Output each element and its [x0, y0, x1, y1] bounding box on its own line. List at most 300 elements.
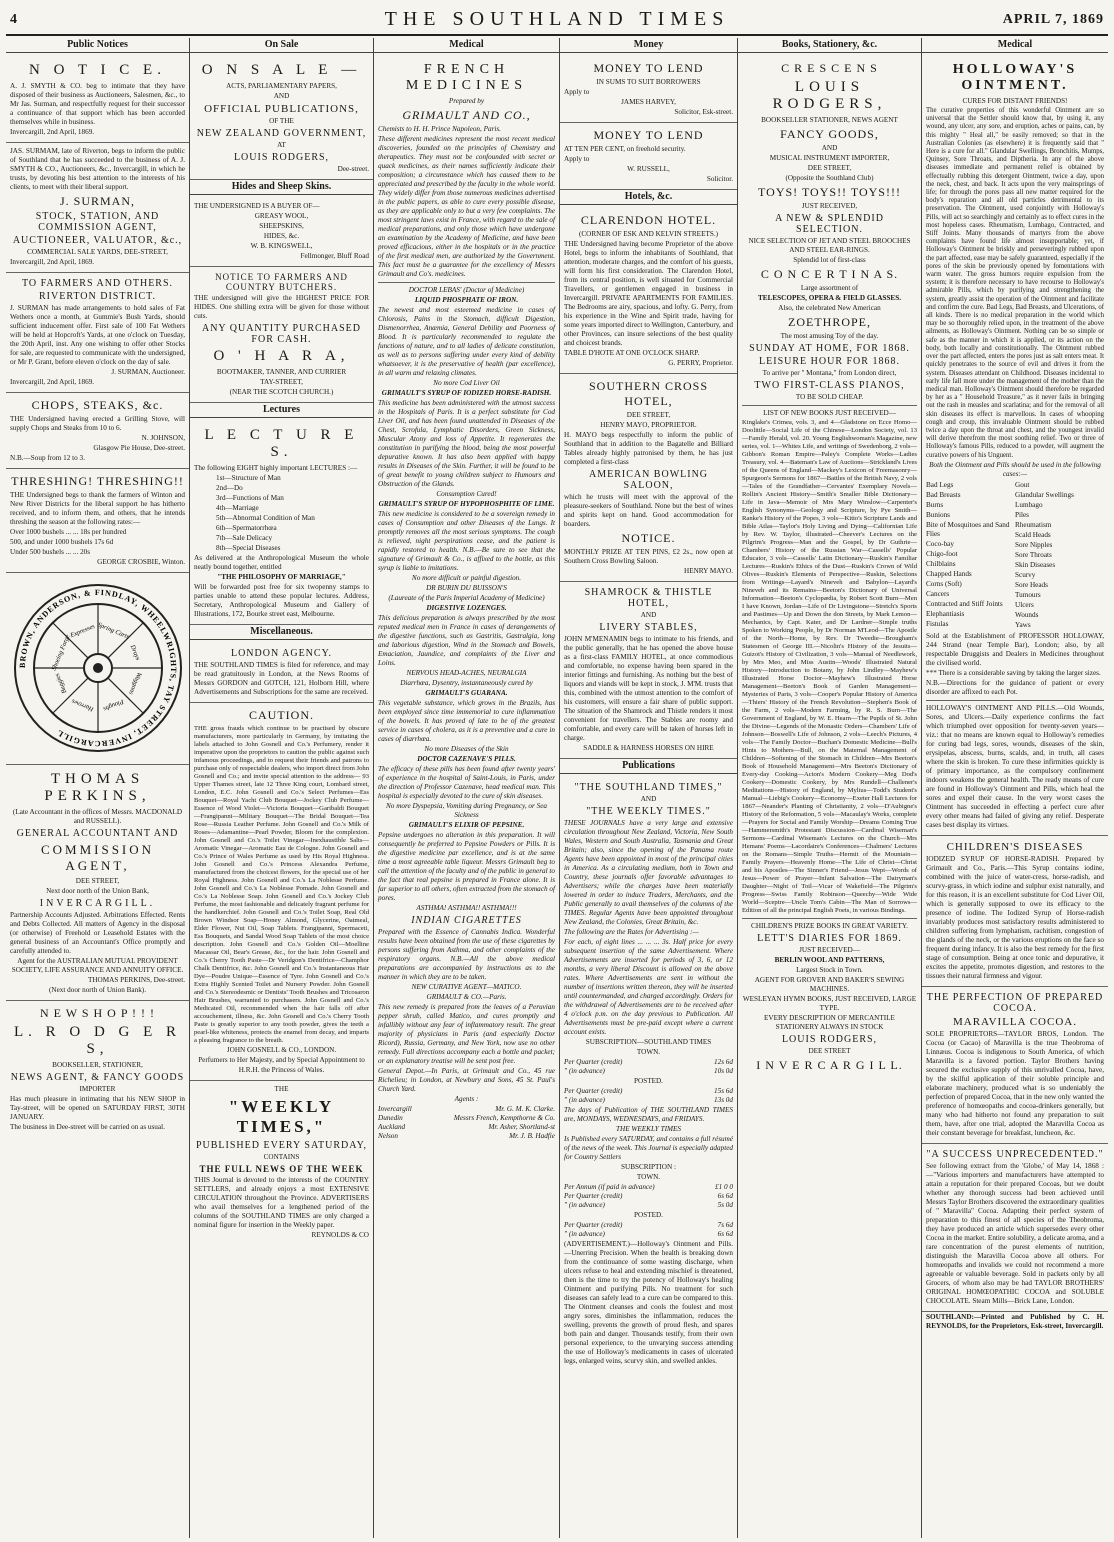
money-body: AT TEN PER CENT, on freehold security. — [564, 145, 686, 153]
berlin-pre: JUST RECEIVED— — [799, 946, 860, 954]
depot-text: General Depot.—In Paris, at Grimault and Co., 45 rue Richelieu; in London, at Newbury and Sons, 45 St. Paul's Church Yard. — [378, 1067, 555, 1093]
row-value: £1 0 0 — [715, 1183, 733, 1191]
ohara-trade: BOOTMAKER, TANNER, AND CURRIER — [216, 368, 347, 376]
london-title: LONDON AGENCY. — [230, 648, 333, 659]
agents-title: Agents : — [454, 1095, 479, 1103]
rodgers-sig-street: DEE STREET — [808, 1047, 851, 1055]
arrive-montana: To arrive per " Montana," from London direct, — [762, 369, 897, 377]
divider — [742, 918, 917, 919]
row-label: Per Annum (if paid in advance) — [564, 1183, 655, 1191]
times-publications-ad — [560, 777, 737, 1371]
holloway-title: HOLLOWAY'S OINTMENT. — [952, 62, 1078, 93]
case-item: Piles — [1015, 510, 1029, 519]
row-value: Messrs French, Kempthorne & Co. — [453, 1114, 555, 1122]
case-item: Bad Breasts — [926, 490, 961, 499]
butchers-body: THE undersigned will give the HIGHEST PRICE FOR HIDES. One shilling extra will be given for those without cuts. — [194, 294, 369, 320]
row-label: " (in advance) — [564, 1067, 605, 1075]
cases-list — [926, 480, 1104, 631]
notice-sig: HENRY MAYO. — [684, 567, 733, 575]
money-apply: Apply to — [564, 155, 590, 163]
butchers-title: NOTICE TO FARMERS AND COUNTRY BUTCHERS. — [215, 272, 348, 292]
caution-sig2: Perfumers to Her Majesty, and by Special Appointment to — [198, 1056, 365, 1064]
perkins-trade2: COMMISSION AGENT, — [40, 842, 155, 873]
row-value: 13s 0d — [714, 1096, 733, 1104]
table-row — [564, 1096, 733, 1105]
weekly-body: THIS Journal is devoted to the interests of the COUNTRY SETTLERS, and already enjoys a most EXTENSIVE CIRCULATION throughout the Province. ADVERTISERS who avail themselves for a lengthened period of the columns of the SOUTHLAND TIMES are only charged a nominal figure for insertion in the Weekly paper. — [194, 1176, 369, 1229]
toys: TOYS! TOYS!! TOYS!!! — [758, 185, 901, 199]
pills-body: The efficacy of these pills has been found after twenty years' of experience in the hospital of Saint-Louis, in Paris, under the direction of Professor Cazenave, head medical man. This hospital is especially devoted to the cure of skin diseases. — [378, 765, 555, 800]
southern-cross-title: SOUTHERN CROSS HOTEL, — [588, 379, 709, 408]
rodgers-trade2: NEWS AGENT, & FANCY GOODS — [10, 1072, 185, 1083]
just-received: JUST RECEIVED, — [801, 202, 858, 210]
lecture-item: 3rd—Functions of Man — [216, 494, 284, 502]
sunday-at-home: SUNDAY AT HOME, FOR 1868. — [749, 343, 910, 354]
threshing-rate: Over 1000 bushels ... ... 18s per hundred — [10, 528, 127, 536]
case-item: Cancers — [926, 589, 950, 598]
berlin-wool: BERLIN WOOL AND PATTERNS, — [774, 956, 885, 964]
clarendon-sig: G. PERRY, Proprietor. — [668, 359, 733, 367]
table-row — [564, 1201, 733, 1210]
shamrock-sub: LIVERY STABLES, — [599, 622, 698, 633]
wheel-spoke-label: Drays — [128, 644, 141, 662]
fancy-goods: FANCY GOODS, — [780, 127, 879, 141]
on-sale-and: AND — [273, 92, 290, 100]
prize-books: CHILDREN'S PRIZE BOOKS IN GREAT VARIETY. — [751, 922, 908, 930]
divider — [742, 405, 917, 406]
weekly-sub: PUBLISHED EVERY SATURDAY, — [195, 1140, 368, 1151]
burin-title: DR BURIN DU BUISSON'S — [426, 584, 507, 592]
lebas-sub: LIQUID PHOSPHATE OF IRON. — [414, 296, 519, 304]
digest-title: No more difficult or painful digestion. — [411, 574, 522, 582]
perkins-ad — [6, 765, 189, 1001]
threshing-ad — [6, 469, 189, 573]
hides-body: THE UNDERSIGNED IS A BUYER OF— — [194, 202, 320, 210]
column-heading: On Sale — [190, 38, 373, 53]
rodgers-trade: BOOKSELLER STATIONER, NEWS AGENT — [761, 116, 898, 124]
notice-body: MONTHLY PRIZE AT TEN PINS, £2 2s., now open at Southern Cross Bowling Saloon. — [564, 548, 733, 565]
masthead — [6, 4, 1108, 36]
case-item: Bunions — [926, 510, 950, 519]
maker: GRIMAULT AND CO., — [402, 108, 531, 122]
weekly-times-ad — [190, 1081, 373, 1245]
wheel-spoke-label: Shoeing Forge — [49, 633, 72, 672]
wheel-spoke-label: Spring Carts — [96, 621, 130, 641]
chops-address: Glasgow Pie House, Dee-street. — [93, 444, 185, 452]
ohara-street: TAY-STREET, — [260, 378, 303, 386]
case-item: Sore Heads — [1015, 580, 1048, 589]
case-item: Burns — [926, 500, 944, 509]
sold-at: Sold at the Establishment of PROFESSOR HOLLOWAY, 244 Strand (near Temple Bar), London; also, by all respectable Druggists and Dealers in Medicines throughout the civilised world. — [926, 631, 1104, 667]
nervous-sub: Diarrhœa, Dysentry, instantaneously cured by — [400, 679, 533, 687]
cocoa-body: SOLE PROPRIETORS—TAYLOR BROS, London. The Cocoa (or Cacao) of Maravilla is the true Theobroma of Linnæus. Cocoa is indigenous to South America, of which Maravilla is a favored portion. Taylor Brothers having secured the exclusive supply of this unrivalled Cocoa, have, by the skilful application of their soluble principle and elaborate machinery, produced what is so undeniably the perfection of prepared Cocoa, that in the new only wanted the preference of homœopaths and cocoa-drinkers generally, but many who had hitherto not found any preparation to suit them, have, after one trial, adopted the Maravilla Cocoa as their constant beverage for breakfast, luncheon, &c. — [926, 1029, 1104, 1137]
shamrock-ad — [560, 582, 737, 759]
table-row — [378, 1105, 555, 1114]
southern-cross-ad — [560, 374, 737, 582]
row-label: Per Quarter (credit) — [564, 1221, 623, 1229]
cases-left — [926, 480, 1015, 631]
riverton-ad — [6, 273, 189, 393]
butchers-ad — [190, 267, 373, 403]
publication-days: The days of Publication of THE SOUTHLAND TIMES are, MONDAYS, WEDNESDAYS, and FRIDAYS. — [564, 1106, 733, 1123]
lecture-item: 1st—Structure of Man — [216, 474, 281, 482]
column-books — [738, 38, 922, 1538]
rodgers-title: L. R O D G E R S, — [13, 1024, 182, 1057]
section-heading: Lectures — [190, 403, 373, 418]
ohara-title: O ' H A R A, — [213, 348, 350, 364]
weekly-the: THE — [274, 1085, 289, 1093]
wheel-spoke-label: Waggons — [126, 671, 143, 696]
table-row — [564, 1221, 733, 1230]
farmers-title: TO FARMERS AND OTHERS. — [21, 278, 174, 289]
pills-title: DOCTOR CAZENAVE'S PILLS. — [417, 755, 516, 763]
case-item: Yaws — [1015, 620, 1031, 629]
weekly-times-title: THE WEEKLY TIMES — [616, 1125, 681, 1133]
weekly-posted: POSTED. — [634, 1211, 663, 1219]
dyspepsia-title: No more Dyspepsia, Vomiting during Pregnancy, or Sea Sickness — [386, 802, 547, 819]
success-title: "A SUCCESS UNPRECEDENTED." — [926, 1148, 1104, 1160]
row-label: Per Quarter (credit) — [564, 1058, 623, 1066]
perkins-sig: THOMAS PERKINS, Dee-street. — [87, 976, 185, 984]
chops-body: THE Undersigned having erected a Grilling Stove, will supply Chops and Steaks from 10 to 6. — [10, 415, 185, 432]
case-item: Sore Nipples — [1015, 540, 1053, 549]
lebas-body: The newest and most esteemed medicine in cases of Chlorosis, Pains in the Stomach, difficult Digestion, Dismenorrhea, Anæmia, General Debility and Poorness of Blood. It is particularly recommended to regulate the functions of nature, and to all ladies of delicate constitution, as well as to persons suffering under every kind of debility whatsoever, it is the preservative of health (par excellence), in all warm and relaxing climates. — [378, 306, 555, 377]
mercantile-stationery: EVERY DESCRIPTION OF MERCANTILE STATIONERY ALWAYS IN STOCK — [764, 1014, 895, 1031]
row-value: Mr. J. B. Hadfie — [509, 1132, 555, 1140]
notice-title: N O T I C E. — [29, 62, 166, 78]
pepsine-body: Pepsine undergoes no alteration in this preparation. It will consequently be preferred to Pepsine Powders or Pills. It is the digestive medicine par excellence, and is at the same time a most agreeable table liqueur. Messrs Grimault beg to call the attention of the faculty and of the public in general to the fact that real pepsine is prepared in France alone. It is far superior to all others, often extracted from the stomach of pores. — [378, 831, 555, 902]
weekly-town: TOWN. — [636, 1173, 661, 1181]
chops-nb: N.B.—Soup from 12 to 3. — [10, 454, 85, 462]
pianos: TWO FIRST-CLASS PIANOS, — [754, 380, 905, 391]
sold-cheap: TO BE SOLD CHEAP. — [795, 393, 864, 401]
case-item: Fistulas — [926, 619, 949, 628]
splendid-selection: A NEW & SPLENDID SELECTION. — [775, 213, 884, 235]
southern-cross-street: DEE STREET, — [626, 411, 671, 419]
letts-diaries: LETT'S DIARIES FOR 1869. — [757, 933, 902, 944]
caution-sig: JOHN GOSNELL & CO., LONDON. — [226, 1046, 337, 1054]
lectures-ad — [190, 421, 373, 625]
berlin-post: Largest Stock in Town. — [796, 966, 863, 974]
childrens-diseases-ad — [922, 836, 1108, 987]
row-label: " (in advance) — [564, 1230, 605, 1238]
new-books-title: LIST OF NEW BOOKS JUST RECEIVED— — [763, 409, 896, 417]
threshing-rate: 500, and under 1000 bushels 17s 6d — [10, 538, 114, 546]
table-row — [564, 1087, 733, 1096]
jet-brooches: NICE SELECTION OF JET AND STEEL BROOCHES AND STEEL EAR-RINGS. — [748, 237, 911, 254]
riverton-title: RIVERTON DISTRICT. — [38, 291, 157, 302]
chemists: Chemists to H. H. Prince Napoleon, Paris. — [378, 125, 501, 133]
row-value: 15s 6d — [714, 1087, 733, 1095]
row-value: 6s 6d — [717, 1192, 733, 1200]
rodgers-body: Has much pleasure in intimating that his NEW SHOP in Tay-street, will be opened on SATURDAY FIRST, 30TH JANUARY. — [10, 1095, 185, 1121]
case-item: Scurvy — [1015, 570, 1036, 579]
burin-sub: (Laureate of the Paris Imperial Academy of Medicine) — [388, 594, 545, 602]
official-publications-ad — [190, 56, 373, 180]
shamrock-body: JOHN M'MENAMIN begs to intimate to his friends, and the public generally, that he has opened the above house as a first-class FAMILY HOTEL, at once commodious and comfortable, no expense having been spared in the interior fittings and furnishing. As nothing but the best of liquors and viands will be kept in stock, J. M'M. trusts that this, combined with the utmost attention to the comfort of his customers, will ensure a fair share of public support. The situation of the Shamrock and Thistle renders it most convenient for travellers. The Stables are roomy and comfortable, and every care will be taken of horses left in charge. — [564, 635, 733, 742]
notice-date: Invercargill, 2nd April, 1869. — [10, 128, 95, 136]
smyth-notice — [6, 56, 189, 143]
table-row — [378, 1132, 555, 1141]
row-value: 7s 6d — [717, 1221, 733, 1229]
guarana-body: This vegetable substance, which grows in the Brazils, has been employed since time immemorial to cure inflammation of the bowels. It has proved of late to be of the greatest service in cases of cholera, as it is a preventive and a cure in cases of diarrhœa. — [378, 699, 555, 743]
lozenges-body: This delicious preparation is always prescribed by the most reputed medical men in France in cases of derangements of the digestive functions, such as Gastritis, Gastralgia, long and laborious digestion, Wind in the Stomach and Bowels, Emaciation, Jaundice, and complaints of the Liver and Loins. — [378, 614, 555, 667]
wheel-spoke-label: Harrows — [70, 697, 95, 713]
new-shop-ad — [6, 1001, 189, 1137]
syrup-title: GRIMAULT'S SYRUP OF IODIZED HORSE-RADISH. — [381, 389, 552, 397]
cigarettes-title: INDIAN CIGARETTES — [411, 915, 522, 926]
matico-sub: GRIMAULT & CO.—Paris. — [426, 993, 507, 1001]
money-lend-ad-harvey — [560, 56, 737, 123]
on-sale-street: Dee-street. — [337, 165, 369, 173]
hides-item: GREASY WOOL, — [254, 212, 309, 220]
subscription-table — [564, 1183, 733, 1210]
cases-right — [1015, 480, 1104, 631]
hides-ad — [190, 198, 373, 267]
perkins-items: Partnership Accounts Adjusted. Arbitrations Effected. Rents and Debts Collected. All matters of Agency in the disposal (or otherwise) of Freehold or Leasehold Estates with the general business of an Accountant's Office promptly and carefully attended to. — [10, 911, 185, 955]
weekly-news: THE FULL NEWS OF THE WEEK — [199, 1164, 364, 1174]
saving-note: *** There is a considerable saving by taking the larger sizes. — [926, 668, 1101, 677]
success-ad — [922, 1144, 1108, 1312]
case-item: Sore Throats — [1015, 550, 1052, 559]
consumption-title: Consumption Cured! — [436, 490, 497, 498]
rodgers-sig-town: I N V E R C A R G I L L. — [756, 1058, 903, 1072]
case-item: Bad Legs — [926, 480, 954, 489]
chops-sig: N. JOHNSON, — [141, 434, 185, 442]
cash-purchase: ANY QUANTITY PURCHASED FOR CASH. — [201, 323, 362, 345]
london-body: THE SOUTHLAND TIMES is filed for reference, and may be read gratuitously in London, at the News Rooms of Messrs GORDON and GOTCH, 121, Holborn Hill, where Advertisements and Subscriptions for the same are received. — [194, 661, 369, 696]
hides-item: HIDES, &c. — [263, 232, 300, 240]
perkins-near: Next door north of the Union Bank, — [46, 887, 149, 895]
hides-item: SHEEPSKINS, — [259, 222, 304, 230]
weekly-contains: CONTAINS — [263, 1153, 300, 1161]
perkins-street: DEE STREET, — [75, 877, 120, 885]
chops-title: CHOPS, STEAKS, &c. — [31, 398, 164, 412]
caution-ad — [190, 703, 373, 1081]
rodgers-and: AND — [821, 144, 838, 152]
surman-ad — [6, 143, 189, 273]
money-role: Solicitor. — [706, 175, 733, 183]
surman-body: JAS. SURMAM, late of Riverton, begs to inform the public of Southland that he has succeeded to the business of A. J. SMYTH & CO., Auctioneers, &c., Invercargill, in which he trusts, by devoting his best attention to the interests of his clients, to meet with their liberal support. — [10, 147, 185, 191]
wheel-ring-text: BROWN, ANDERSON, & FINDLAY, WHEELWRIGHTS, TAY STREET, INVERCARGILL — [17, 587, 178, 749]
column-heading: Public Notices — [6, 38, 189, 53]
nz-government: NEW ZEALAND GOVERNMENT, — [196, 128, 367, 139]
lecture-item: 2nd—Do — [216, 484, 243, 492]
rodgers-music: MUSICAL INSTRUMENT IMPORTER, — [769, 154, 890, 162]
case-item: Skin Diseases — [1015, 560, 1056, 569]
st-title: "THE SOUTHLAND TIMES," — [574, 782, 723, 793]
row-label: Per Quarter (credit) — [564, 1087, 623, 1095]
cocoa-title: THE PERFECTION OF PREPARED COCOA. — [926, 991, 1104, 1014]
caution-sig3: H.R.H. the Princess of Wales. — [238, 1066, 325, 1074]
column-medical-2 — [922, 38, 1108, 1538]
st-and: AND — [640, 795, 657, 803]
lecture-item: 5th—Abnormal Condition of Man — [216, 514, 315, 522]
row-value: Mr. Asher, Shortland-st — [488, 1123, 555, 1131]
pepsine-title: GRIMAULT'S ELIXIR OF PEPSINE. — [408, 821, 525, 829]
rodgers-trade3: IMPORTER — [79, 1085, 116, 1093]
zoethrope-post: The most amusing Toy of the day. — [780, 332, 879, 340]
wheelwright-ad — [6, 573, 189, 765]
rodgers-title: LOUIS RODGERS, — [772, 79, 887, 112]
money-apply: Apply to — [564, 88, 590, 96]
money-name: JAMES HARVEY, — [621, 98, 676, 106]
grimault-ad — [374, 56, 559, 1145]
perkins-agent: Agent for the AUSTRALIAN MUTUAL PROVIDENT SOCIETY, LIFE ASSURANCE AND ANNUITY OFFICE. — [11, 957, 184, 974]
caution-body: THE gross frauds which continue to be practised by obscure manufacturers, more particularly in Germany, by imitating the labels attached to John Gosnell and Co.'s Perfumery, render it imperative upon the proprietors to caution the public against such infamous proceedings, and to request their friends and patrons to purchase only of respectable dealers, who import direct from John Gosnell and Co.; and invite special attention to the address— 93 Upper Thames street, late 12 Three King court, Lombard street, London, E.C. John Gosnell and Co.'s Select Perfumes—Ess Bouquet—Royal Yacht Club Bouquet—Jockey Club Perfume—Essence of Wood Violet—Victoria Bouquet—Garibaldi Bouquet—Frangipanni—Military Bouquet—The Bridal Bouquet—Tea Rose—Russia Leather Perfume. John Gosnell and Co.'s Milk of Roses—Adamantine—Pearl Powder, Bloom for the complexion. John Gosnell and Co.'s Toilet Vinegar—Inexhaustible Salts—Aromatic Vinegar—Aromatic Eau de Cologne. John Gosnell and Co.'s Prince of Wales Perfume as used by His Royal Highness. John Gosnell and Co.'s Princess Alexandra Perfume, manufactured from the choicest flowers, for the special use of her Royal Highness. John Gosnell and Co.'s La Noblesse Perfume. John Gosnell and Co.'s La Noblesse Pomade. John Gosnell and Co.'s La Noblesse Soap. John Gosnell and Co.'s Jockey Club Perfume, the most fashionable and delicately fragrant perfume for the handkerchief. John Gosnell and Co.'s Toilet Soap, Real Old Brown Windsor Soap—Honey Almond, Glycerine, Oatmeal, Elder Flower, Nut Oil, Soap Tablets. Frangipanni, Spermaceti, Ess Bouquets, and Sandal Wood Soap Tablets of the most choice description. John Gosnell and Co.'s Golden Oil—Moelline Macassar Oil, Bear's Grease, &c., for the hair. John Gosnell and Co.'s Cherry Tooth Paste—Dr Veridgon's Dentifrice—Champhor Chalk Dentifrice, &c. John Gosnell and Co.'s Instantaneous Hair Dye—Poudre Unique—Essence of Tyre. John Gosnell and Co.'s Extra Highly Scented Toilet and Nursery Powder. John Gosnell and Co.'s Stereodesmic or Dentists' Tooth Brushes and Tricosaron Hair Brushes, warranted to purchasers. John Gosnell and Co.'s Medicated Oil, recommended when the hair falls off after accouchement, illness, &c. John Gosnell and Co.'s Cherry Tooth Paste is greatly superior to any tooth powder, gives the teeth a pearl-like whiteness, protects the enamel from decay, and imparts a pleasing fragrance to the breath. — [194, 725, 369, 1044]
matico-title: NEW CURATIVE AGENT—MATICO. — [411, 983, 522, 991]
on-sale-at: AT — [277, 141, 286, 149]
row-value: 10s 0d — [714, 1067, 733, 1075]
hides-address: Fellmonger, Bluff Road — [300, 252, 369, 260]
money-title: MONEY TO LEND — [593, 128, 704, 142]
shamrock-and: AND — [640, 611, 657, 619]
lectures-title: L E C T U R E S. — [204, 427, 359, 460]
perkins-trade: GENERAL ACCOUNTANT AND — [16, 828, 179, 839]
sewing-machines: AGENT FOR GROVER AND BAKER'S SEWING MACHINES. — [754, 976, 905, 993]
rodgers-sig: LOUIS RODGERS, — [781, 1034, 878, 1045]
subscription-town: TOWN. — [636, 1048, 661, 1056]
lecture-item: 7th—Sale Delicacy — [216, 534, 273, 542]
rodgers-opposite: (Opposite the Southland Club) — [785, 174, 874, 182]
threshing-rate: Under 500 bushels ... ... 20s — [10, 548, 91, 556]
concertinas: C O N C E R T I N A S. — [760, 267, 899, 281]
southern-cross-body2: which he trusts will meet with the approval of the pleasure-seekers of Southland. None but the best of wines and spirits kept on hand. Good accommodation for boarders. — [564, 493, 733, 528]
clarendon-title: CLARENDON HOTEL. — [580, 213, 717, 227]
section-heading: Hides and Sheep Skins. — [190, 180, 373, 195]
column-heading: Money — [560, 38, 737, 53]
children-body: IODIZED SYRUP OF HORSE-RADISH. Prepared by Grimault and Co., Paris.—This Syrup contains iodine, combined with the juice of water-cress, horse-radish, and scurvy-grass, in which iodine and sulphur exist naturally, and for this reason, it is an excellent substitute for Cod Liver Oil, which is generally supposed to owe its efficacy to the presence of iodine. The Iodized Syrup of Horse-radish invariably produces most satisfactory results administered to children suffering from lymphatism, rachitism, congestion of the glands of the neck, or the various eruptions on the face so frequent during infancy. It is also the best remedy for the first stage of consumption. Being at once tonic and depurative, it excites the appetite, promotes digestion, and restores to the tissues their natural firmness and vigour. — [926, 854, 1104, 980]
agents-table — [378, 1105, 555, 1141]
riverton-date: Invercargill, 2nd April, 1869. — [10, 378, 95, 386]
directions-note: N.B.—Directions for the guidance of patient or every disorder are affixed to each Pot. — [926, 678, 1104, 696]
on-sale-of: OF THE — [269, 117, 294, 125]
hides-sig: W. B. KINGSWELL, — [250, 242, 313, 250]
official-publications: OFFICIAL PUBLICATIONS, — [204, 103, 359, 115]
perkins-sub: (Late Accountant in the offices of Messrs. MACDONALD and RUSSELL). — [12, 808, 183, 825]
lecture-item: 8th—Special Diseases — [216, 544, 281, 552]
case-item: Rheumatism — [1015, 520, 1052, 529]
zoethrope: ZOETHROPE, — [788, 315, 871, 329]
surman-date: Invercargill, 2nd April, 1869. — [10, 258, 95, 266]
column-medical — [374, 38, 560, 1538]
column-money — [560, 38, 738, 1538]
surman-address: COMMERCIAL SALE YARDS, DEE-STREET, — [27, 248, 168, 256]
southern-cross-prop: HENRY MAYO, PROPRIETOR. — [600, 421, 697, 429]
wheel-spoke-label: Buggies — [53, 672, 68, 695]
case-item: Elephantiasis — [926, 609, 965, 618]
bowling-saloon: AMERICAN BOWLING SALOON, — [588, 469, 709, 491]
column-heading: Medical — [374, 38, 559, 53]
column-public-notices — [6, 38, 190, 1538]
section-heading: Hotels, &c. — [560, 190, 737, 205]
maravilla-title: MARAVILLA COCOA. — [953, 1015, 1077, 1028]
subscription-table — [564, 1058, 733, 1076]
case-item: Coco-bay — [926, 539, 954, 548]
table-row — [378, 1114, 555, 1123]
row-label: Nelson — [378, 1132, 398, 1140]
asthma-title: ASTHMA! ASTHMA!! ASTHMA!!! — [416, 904, 517, 912]
money-lend-ad-russell — [560, 123, 737, 190]
surman-name: J. SURMAN, — [59, 194, 135, 208]
lozenges-title: DIGESTIVE LOZENGES. — [426, 604, 507, 612]
table-dhote: TABLE D'HOTE AT ONE O'CLOCK SHARP. — [564, 349, 700, 357]
on-sale-sub: ACTS, PARLIAMENTARY PAPERS, — [226, 82, 337, 90]
table-row — [564, 1230, 733, 1239]
divider — [926, 700, 1104, 701]
lectures-intro: The following EIGHT highly important LECTURES :— — [194, 464, 358, 472]
weekly-title: "WEEKLY TIMES," — [228, 1097, 335, 1136]
row-value: 5s 0d — [717, 1201, 733, 1209]
case-item: Ulcers — [1015, 600, 1034, 609]
money-title: MONEY TO LEND — [593, 61, 704, 75]
subscription-table — [564, 1221, 733, 1239]
table-row — [564, 1183, 733, 1192]
lectures-body: As delivered at the Anthropological Museum the whole neatly bound together, entitled — [194, 554, 369, 571]
case-item: Chigo-foot — [926, 549, 958, 558]
lectures-book: "THE PHILOSOPHY OF MARRIAGE," — [217, 573, 346, 581]
chops-ad — [6, 393, 189, 469]
case-item: Lumbago — [1015, 500, 1043, 509]
notice-title: NOTICE. — [621, 531, 676, 545]
case-item: Contracted and Stiff Joints — [926, 599, 1003, 608]
holloway-old-wounds: HOLLOWAY'S OINTMENT AND PILLS.—Old Wounds, Sores, and Ulcers.—Daily experience confirms the fact which triumphed over opposition for twenty-seven years—viz.: that no means are known equal to Holloway's remedies for curing bad legs, sores, wounds, diseases of the skin, erysipelas, abscess, burns, scalds, and, in truth, all cases where the skin is broken. To cure these infirmities quickly is of primary importance, as the compulsory confinement indoors weakens the general health. The ready means of cure are found in Holloway's Ointment and Pills, which heal the sores and expel their cause. In the very worst cases the Ointment has succeeded in effecting a perfect cure after every other means had failed of giving any relief. Desperate cases best display its virtues. — [926, 703, 1104, 829]
hymn-books: WESLEYAN HYMN BOOKS, JUST RECEIVED, LARGE TYPE. — [742, 995, 917, 1012]
subscription-title: SUBSCRIPTION—SOUTHLAND TIMES — [585, 1038, 712, 1046]
weekly-sig: REYNOLDS & CO — [311, 1231, 369, 1239]
intro-text: These different medicines represent the most recent medical discoveries, founded on the principles of Chemistry and therapeutics. They must not be confounded with secret or quack medicines, as their names sufficiently indicate their composition; a circumstance which has caused them to be appreciated and prescribed by the faculty in the whole world. They widely differ from those numerous medicines advertised in the public papers, as able to cure every possible disease, as they are applicable only to but a very few complaints. The most stringent laws exist in France, with regard to the sale of medical preparations, and only those which have undergone an examination by the Academy of Medicine, and have been proved efficacious, either in the hospitals or in the practice of the first medical men, are authorized by the Government. This fact must be a guarantee for the excellency of Messrs Grimault and Co's. medicines. — [378, 135, 555, 278]
skin-title: No more Diseases of the Skin — [424, 745, 509, 753]
case-item: Chapped Hands — [926, 569, 972, 578]
holloway-advert: (ADVERTISEMENT.)—Holloway's Ointment and Pills.—Unerring Precision. When the health is breaking down from the continuance of some wasting discharge, when ulcers refuse to heal and extending mischief is threatened, then is the time to try the potency of Holloway's healing Ointment and purifying Pills. No treatment for such diseases can safely lead to a cure can be compared to this. The Ointment cleanses and cools the foulest and most angry sores, diminishes the inflammation, reduces the swelling, prevents the growth of proud flesh, and spares both pain and danger. Thousands testify, from their own personal experience, to the unvarying success attending the use of Holloway's medicaments in cases of ulcerated legs, enlarged veins, scurvy skin, and swelled ankles. — [564, 1240, 733, 1365]
holloway-sub: CURES FOR DISTANT FRIENDS! — [962, 97, 1068, 105]
london-agency-ad — [190, 643, 373, 703]
row-label: " (in advance) — [564, 1096, 605, 1104]
riverton-sig: J. SURMAN, Auctioneer. — [111, 368, 185, 376]
maravilla-cocoa-ad — [922, 987, 1108, 1144]
rates-intro: The following are the Rates for Advertising :— — [564, 928, 699, 936]
issue-date: APRIL 7, 1869 — [1002, 12, 1104, 27]
case-item: Tumours — [1015, 590, 1041, 599]
success-body: See following extract from the 'Globe,' of May 14, 1868 :—"Various importers and manufacturers have attempted to attain a reputation for their prepared Cocoas, but we doubt whether any thorough success had been achieved until Messrs Taylor Brothers discovered the extraordinary qualities of " Maravilla" Cocoa. Adapting their perfect system of preparation to this finest of all species of the Theobroma, they have produced an article which supersedes every other Cocoa in the market. Entire solubility, a delicate aroma, and a rare concentration of the purest elements of nutrition, distinguish the Maravilla Cocoa above all others. For homœopaths and invalids we could not recommend a more agreeable or valuable beverage. Sold in packets only by all Grocers, of whom also may be had TAYLOR BROTHERS' ORIGINAL HOMŒOPATHIC COCOA and SOLUBLE CHOCOLATE. Steam Mills—Brick Lane, London. — [926, 1161, 1104, 1305]
zoethrope-pre: Also, the celebrated New American — [778, 304, 881, 312]
cigarettes-body: Prepared with the Essence of Cannabis Indica. Wonderful results have been obtained from the use of these cigarettes by persons suffering from Asthma, and other complaints of the respiratory organs. N.B.—All the above medical preparations are accompanied by instructions as to the manner in which they are to be taken. — [378, 928, 555, 981]
holloway-ointment-ad — [922, 56, 1108, 836]
prepared-by: Prepared by — [448, 97, 485, 105]
subscription-posted: POSTED. — [634, 1077, 663, 1085]
caution-title: CAUTION. — [249, 708, 314, 722]
southern-cross-body: H. MAYO begs respectfully to inform the public of Southland that in addition to the Bagatelle and Billiard Tables already highly patronised by them, he has just completed a first-class — [564, 431, 733, 466]
french-medicines-title: FRENCH MEDICINES — [405, 62, 528, 93]
telescopes-pre: Large assortment of — [800, 284, 859, 292]
money-body: IN SUMS TO SUIT BORROWERS — [596, 78, 701, 86]
st-body: THESE JOURNALS have a very large and extensive circulation throughout New Zealand, Victoria, New South Wales, Western and South Australia, Tasmania and Great Britain; also, since the opening of the Panama route Agents have been appointed in most of the principal cities in America. As a circulating medium, both in Town and Country, these journals offer favorable advantages to Advertisers; while the charges have been materially lowered in order to induce Traders, Merchants, and the Public generally to avail themselves of the columns of the TIMES. Regular Agents have been appointed throughout New Zealand, the Colonies, Great Britain, &c. — [564, 819, 733, 926]
surman-trade2: AUCTIONEER, VALUATOR, &c., — [12, 235, 183, 246]
page-number: 4 — [10, 12, 17, 27]
case-item: Gout — [1015, 480, 1030, 489]
clarendon-corner: (CORNER OF ESK AND KELVIN STREETS.) — [578, 230, 719, 238]
row-value: 6s 6d — [717, 1230, 733, 1238]
table-row — [378, 1123, 555, 1132]
perkins-town: INVERCARGILL. — [39, 898, 156, 909]
section-heading: Publications — [560, 759, 737, 774]
riverton-body: J. SURMAN has made arrangements to hold sales of Fat Wethers once a month, at Gummie's Bush Yards, should sufficient inducement offer. First sale of 100 Fat Wethers will be held at Hopcroft's Yards, at one o'clock on Tuesday, the 20th April, inst. Any one wishing to offer other Stocks for sale, are requested to communicate with the undersigned, or Mr P. Grant, before eleven o'clock on the day of sale. — [10, 304, 185, 366]
clarendon-body: THE Undersigned having become Proprietor of the above Hotel, begs to inform the inhabitants of Southland, that attention, moderate charges, and the comfort of his guests, will form his first consideration. The Clarendon Hotel, from its central position, is well situated for Commercial Travellers, or gentlemen engaged in business in Invercargill. PRIVATE APARTMENTS FOR FAMILIES. The Bedrooms are airy, spacious, and lofty. G. Perry, from his experience in the Wine and Spirit trade, having for some years imported direct to Wellington, Canterbury, and other Provinces, can insure selections of the best quality and choicest brands. — [564, 240, 733, 347]
concertina-lot: Splendid lot of first-class — [793, 256, 866, 264]
table-row — [564, 1192, 733, 1201]
column-on-sale — [190, 38, 374, 1538]
row-value: 12s 6d — [714, 1058, 733, 1066]
row-label: Auckland — [378, 1123, 406, 1131]
